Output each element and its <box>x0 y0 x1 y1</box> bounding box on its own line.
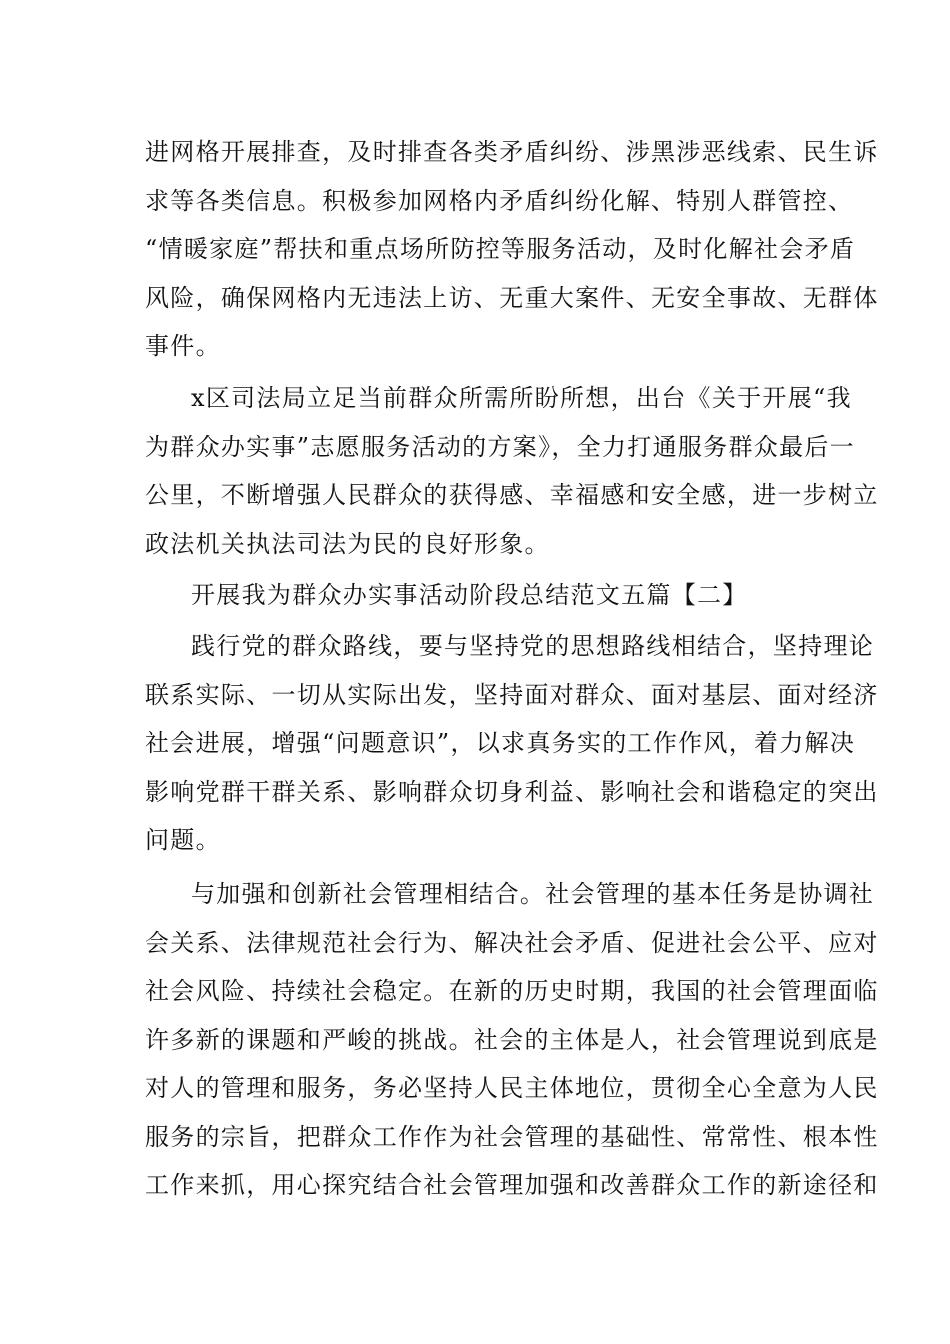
paragraph-3 <box>145 622 879 865</box>
text-line: 社会进展，增强“问题意识”，以求真务实的工作作风，着力解决 <box>145 729 856 757</box>
text-line: 联系实际、一切从实际出发，坚持面对群众、面对基层、面对经济 <box>145 680 879 709</box>
text-line: x区司法局立足当前群众所需所盼所想，出台《关于开展“我 <box>191 384 852 412</box>
paragraph-4 <box>145 870 879 1210</box>
heading-line: 开展我为群众办实事活动阶段总结范文五篇【二】 <box>191 581 748 609</box>
text-line: 公里，不断增强人民群众的获得感、幸福感和安全感，进一步树立 <box>145 481 879 509</box>
text-line: 对人的管理和服务，务必坚持人民主体地位，贯彻全心全意为人民 <box>145 1074 879 1102</box>
text-line: 为群众办实事”志愿服务活动的方案》，全力打通服务群众最后一 <box>145 432 855 461</box>
text-line: 践行党的群众路线，要与坚持党的思想路线相结合，坚持理论 <box>191 632 875 660</box>
text-line: 问题。 <box>145 826 221 854</box>
text-line: 工作来抓，用心探究结合社会管理加强和改善群众工作的新途径和 <box>145 1171 879 1199</box>
text-line: 政法机关执法司法为民的良好形象。 <box>145 529 550 558</box>
text-line: “情暖家庭”帮扶和重点场所防控等服务活动，及时化解社会矛盾 <box>145 235 856 263</box>
text-line: 服务的宗旨，把群众工作作为社会管理的基础性、常常性、根本性 <box>145 1122 879 1151</box>
text-line: 影响党群干群关系、影响群众切身利益、影响社会和谐稳定的突出 <box>145 777 879 806</box>
text-line: 会关系、法律规范社会行为、解决社会矛盾、促进社会公平、应对 <box>145 928 879 957</box>
paragraph-1 <box>145 128 879 371</box>
text-line: 与加强和创新社会管理相结合。社会管理的基本任务是协调社 <box>191 880 875 908</box>
text-line: 风险，确保网格内无违法上访、无重大案件、无安全事故、无群体 <box>145 283 879 312</box>
paragraph-2 <box>145 374 879 568</box>
text-line: 进网格开展排查，及时排查各类矛盾纠纷、涉黑涉恶线索、民生诉 <box>145 138 879 166</box>
text-line: 社会风险、持续社会稳定。在新的历史时期，我国的社会管理面临 <box>145 977 879 1005</box>
text-line: 许多新的课题和严峻的挑战。社会的主体是人，社会管理说到底是 <box>145 1025 879 1054</box>
section-heading <box>145 571 805 620</box>
text-line: 求等各类信息。积极参加网格内矛盾纠纷化解、特别人群管控、 <box>145 186 854 215</box>
text-line: 事件。 <box>145 332 221 360</box>
